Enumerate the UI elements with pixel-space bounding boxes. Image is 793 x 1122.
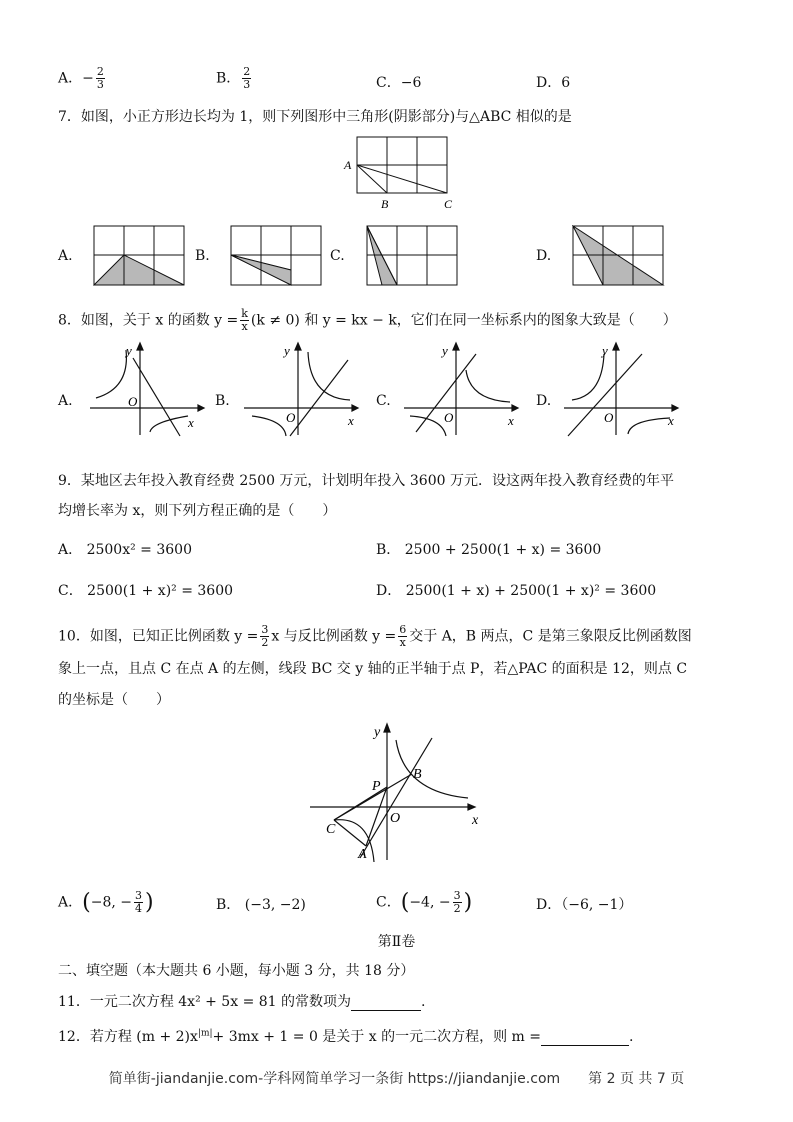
svg-text:x: x	[668, 413, 674, 428]
svg-text:C: C	[326, 822, 336, 837]
q11-answer-blank[interactable]	[351, 994, 421, 1011]
q9-stem-line1: 9．某地区去年投入教育经费 2500 万元，计划明年投入 3600 万元．设这两年投入教育经费的年平	[58, 473, 674, 489]
q7-option-a-label: A.	[58, 248, 73, 264]
svg-text:x: x	[348, 413, 354, 428]
q7-label-a: A	[344, 158, 352, 172]
q10-stem-line3: 的坐标是（ ）	[58, 692, 170, 708]
q8-graph-b	[238, 340, 368, 440]
q11: 11．一元二次方程 4x² + 5x = 81 的常数项为 .	[58, 994, 426, 1010]
svg-text:y: y	[602, 343, 608, 358]
q7-option-d-label: D.	[536, 248, 552, 264]
q7-option-b-figure	[230, 225, 325, 287]
q9-option-b: B． 2500 + 2500(1 + x) = 3600	[376, 542, 602, 558]
q7-reference-figure	[340, 134, 460, 214]
volume-title: 第Ⅱ卷	[377, 934, 416, 950]
q10-option-d: D．（−6, −1）	[536, 897, 633, 913]
page-footer: 简单街-jiandanjie.com-学科网简单学习一条街 https://jiandanjie.com 第 2 页 共 7 页	[108, 1071, 685, 1087]
svg-text:O: O	[286, 410, 296, 425]
q7-option-b-label: B.	[195, 248, 210, 264]
q9-option-d: D． 2500(1 + x) + 2500(1 + x)² = 3600	[376, 583, 657, 599]
q9-option-a: A． 2500x² = 3600	[58, 542, 192, 558]
q10-option-c: C．(−4, − $\frac{3}{2}$ )	[376, 889, 473, 915]
q7-label-c: C	[444, 197, 453, 211]
q10-figure	[300, 720, 500, 865]
q12: 12．若方程 $(m + 2)x^{|m|}+ 3mx + 1 = 0$ 是关于 x 的一元二次方程，则 m = .	[58, 1028, 634, 1045]
q8-graph-c	[398, 340, 528, 440]
svg-text:O: O	[604, 410, 614, 425]
svg-text:P: P	[372, 779, 381, 794]
q7-option-c-figure	[366, 225, 461, 287]
svg-text:O: O	[128, 394, 138, 409]
q7-option-c-label: C.	[330, 248, 345, 264]
q8-option-c-label: C.	[376, 393, 391, 409]
q8-option-b-label: B.	[215, 393, 230, 409]
q9-stem-line2: 均增长率为 x，则下列方程正确的是（ ）	[58, 503, 337, 519]
svg-text:x: x	[188, 415, 194, 430]
svg-text:y: y	[126, 343, 132, 358]
q9-option-c: C． 2500(1 + x)² = 3600	[58, 583, 234, 599]
q10-stem-line2: 象上一点，且点 C 在点 A 的左侧，线段 BC 交 y 轴的正半轴于点 P，若△PAC 的面积是 12，则点 C	[58, 661, 688, 677]
q6-option-b: B． $\frac{2}{3}$	[216, 65, 251, 91]
q12-answer-blank[interactable]	[541, 1029, 629, 1046]
svg-text:A: A	[358, 847, 367, 862]
q8-stem: 8．如图，关于 x 的函数 y = $\frac{k}{x}$ (k ≠ 0) 和 y = kx − k，它们在同一坐标系内的图象大致是（ ）	[58, 307, 677, 333]
q10-option-a: A．(−8, − $\frac{3}{4}$ )	[58, 889, 154, 915]
q7-option-d-figure	[572, 225, 667, 287]
q8-option-a-label: A.	[58, 393, 73, 409]
svg-text:y: y	[442, 343, 448, 358]
q7-stem: 7．如图，小正方形边长均为 1，则下列图形中三角形(阴影部分)与△ABC 相似的是	[58, 109, 572, 125]
q6-option-c: C．−6	[376, 75, 422, 91]
q8-option-d-label: D.	[536, 393, 552, 409]
svg-text:y: y	[284, 343, 290, 358]
q10-option-b: B． (−3, −2)	[216, 897, 306, 913]
q7-option-a-figure	[93, 225, 188, 287]
q8-graph-d	[558, 340, 688, 440]
q7-label-b: B	[381, 197, 389, 211]
svg-text:x: x	[508, 413, 514, 428]
svg-text:y: y	[374, 725, 381, 740]
q10-stem-line1: 10．如图，已知正比例函数 y = $\frac{3}{2}$ x 与反比例函数 y = $\frac{6}{x}$ 交于 A，B 两点，C 是第三象限反比例函数图	[58, 623, 692, 649]
svg-text:x: x	[472, 813, 479, 828]
svg-text:B: B	[413, 767, 422, 782]
svg-text:O: O	[444, 410, 454, 425]
q6-option-a: A．− $\frac{2}{3}$	[58, 65, 104, 91]
q6-option-d: D．6	[536, 75, 571, 91]
svg-text:O: O	[390, 811, 401, 826]
q8-graph-a	[78, 340, 208, 440]
section-heading: 二、填空题（本大题共 6 小题，每小题 3 分，共 18 分）	[58, 963, 415, 979]
